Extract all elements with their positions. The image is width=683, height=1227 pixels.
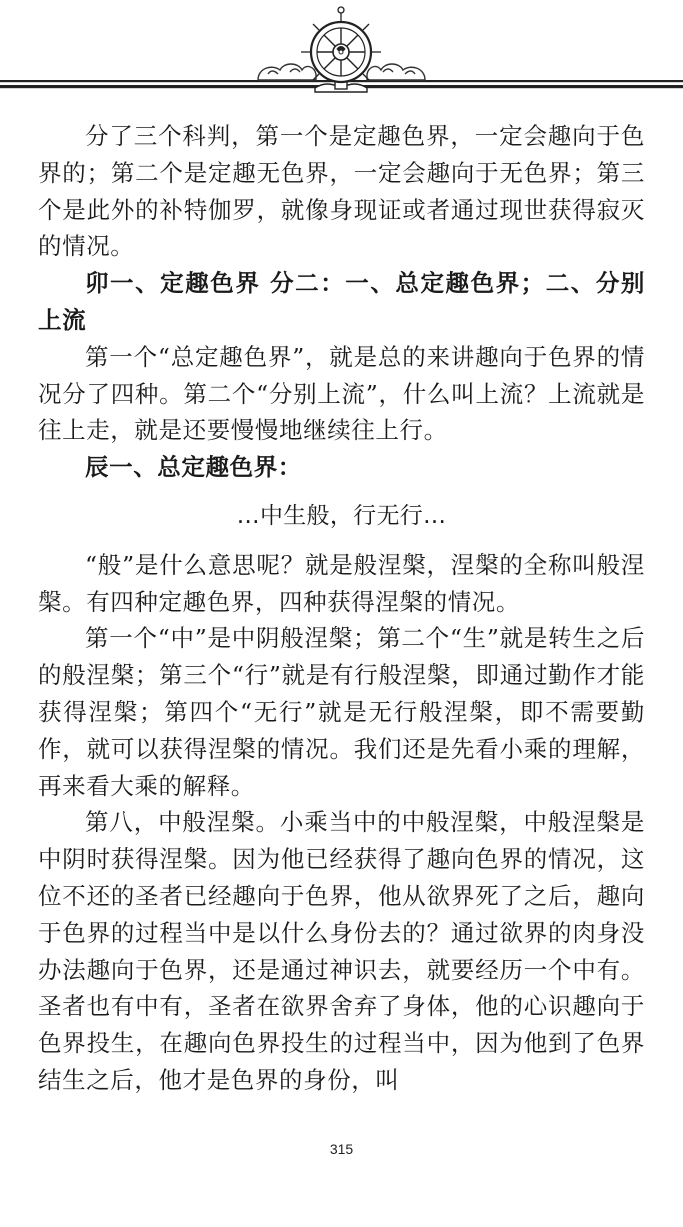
page-number: 315 bbox=[329, 1141, 354, 1157]
body-paragraph: “般”是什么意思呢？就是般涅槃，涅槃的全称叫般涅槃。有四种定趣色界，四种获得涅槃的情况。 bbox=[38, 550, 645, 616]
page-header-ornament bbox=[0, 0, 683, 100]
page-content bbox=[38, 118, 645, 1099]
verse-quote: …中生般，行无行… bbox=[236, 502, 447, 529]
body-paragraph: 第八，中般涅槃。小乘当中的中般涅槃，中般涅槃是中阴时获得涅槃。因为他已经获得了趣向色界的情况，这位不还的圣者已经趣向于色界，他从欲界死了之后，趣向于色界的过程当中是以什么身份去的？通过欲界的肉身没办法趣向于色界，还是通过神识去，就要经历一个中有。圣者也有中有，圣者在欲界舍弃了身体，他的心识趣向于色界投生，在趣向色界投生的过程当中，因为他到了色界结生之后，他才是色界的身份，叫 bbox=[38, 808, 645, 1094]
dharma-wheel-icon bbox=[301, 7, 381, 92]
section-heading: 辰一、总定趣色界： bbox=[85, 453, 302, 482]
section-heading: 卯一、定趣色界 分二：一、总定趣色界；二、分别上流 bbox=[38, 269, 645, 334]
cloud-ornament-left-icon bbox=[258, 64, 316, 80]
body-paragraph: 分了三个科判，第一个是定趣色界，一定会趣向于色界的；第二个是定趣无色界，一定会趣向于无色界；第三个是此外的补特伽罗，就像身现证或者通过现世获得寂灭的情况。 bbox=[38, 122, 645, 261]
body-paragraph: 第一个“中”是中阴般涅槃；第二个“生”就是转生之后的般涅槃；第三个“行”就是有行般涅槃，即通过勤作才能获得涅槃；第四个“无行”就是无行般涅槃，即不需要勤作，就可以获得涅槃的情况。我们还是先看小乘的理解，再来看大乘的解释。 bbox=[38, 624, 645, 800]
body-paragraph: 第一个“总定趣色界”，就是总的来讲趣向于色界的情况分了四种。第二个“分别上流”，什么叫上流？上流就是往上走，就是还要慢慢地继续往上行。 bbox=[38, 342, 645, 445]
cloud-ornament-right-icon bbox=[367, 64, 425, 80]
